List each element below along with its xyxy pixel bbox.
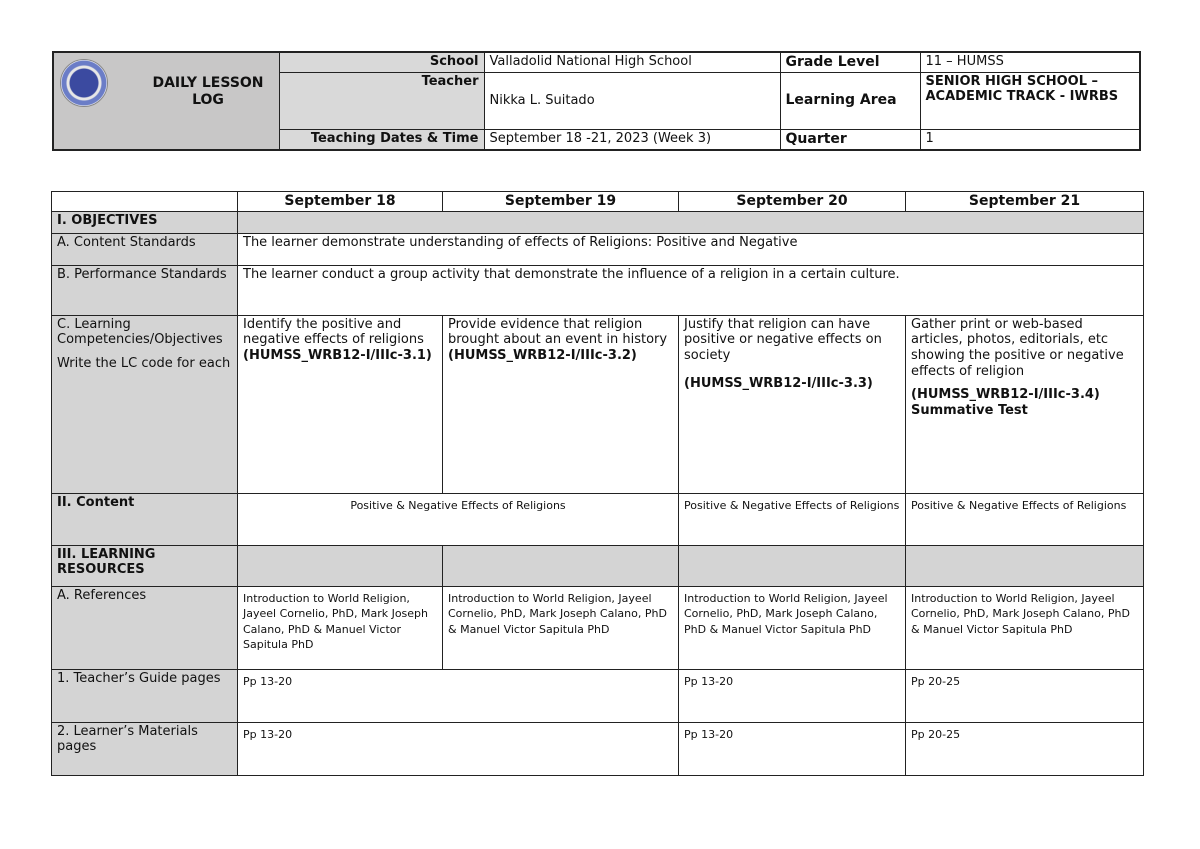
table-row: [52, 493, 1144, 545]
learners-materials-cell: Pp 13-20: [679, 722, 906, 775]
competencies-label-cell: [52, 315, 238, 493]
page-title: DAILY LESSON LOG: [152, 75, 264, 108]
competency-cell: [906, 315, 1144, 493]
column-header: September 19: [443, 192, 679, 212]
content-merged-cell: Positive & Negative Effects of Religions: [238, 493, 679, 545]
competency-code: (HUMSS_WRB12-I/IIIc-3.3): [684, 375, 873, 391]
performance-standards-label: B. Performance Standards: [52, 265, 238, 315]
content-cell: Positive & Negative Effects of Religions: [906, 493, 1144, 545]
competency-cell: [238, 315, 443, 493]
competencies-label: C. Learning Competencies/Objectives: [57, 316, 223, 348]
table-row: [52, 545, 1144, 586]
table-row: [52, 586, 1144, 669]
table-row: [52, 315, 1144, 493]
learning-area-value: SENIOR HIGH SCHOOL – ACADEMIC TRACK - IWRBS: [920, 72, 1140, 129]
reference-cell: Introduction to World Religion, Jayeel Cornelio, PhD, Mark Joseph Calano, PhD & Manuel Victor Sapitula PhD: [679, 586, 906, 669]
resources-fill: [238, 545, 443, 586]
competency-code: (HUMSS_WRB12-I/IIIc-3.2): [448, 347, 637, 363]
competency-text: Identify the positive and negative effects of religions: [243, 316, 424, 348]
competency-cell: [443, 315, 679, 493]
quarter-label: Quarter: [780, 129, 920, 149]
lc-code-note: Write the LC code for each: [57, 355, 231, 371]
content-standards-label: A. Content Standards: [52, 233, 238, 265]
table-row: [52, 669, 1144, 722]
teachers-guide-label: 1. Teacher’s Guide pages: [52, 669, 238, 722]
learners-materials-cell: Pp 20-25: [906, 722, 1144, 775]
grade-level-value: 11 – HUMSS: [920, 52, 1140, 72]
table-row: [52, 233, 1144, 265]
lesson-table: [51, 191, 1144, 776]
reference-cell: Introduction to World Religion, Jayeel Cornelio, PhD, Mark Joseph Calano, PhD & Manuel Victor Sapitula PhD: [443, 586, 679, 669]
learners-materials-label: 2. Learner’s Materials pages: [52, 722, 238, 775]
table-row: [52, 211, 1144, 233]
table-row: [52, 722, 1144, 775]
learning-area-label: Learning Area: [780, 72, 920, 129]
competency-text: Provide evidence that religion brought about an event in history: [448, 316, 668, 348]
quarter-value: 1: [920, 129, 1140, 149]
teachers-guide-merged: Pp 13-20: [238, 669, 679, 722]
column-header: September 18: [238, 192, 443, 212]
competency-code: (HUMSS_WRB12-I/IIIc-3.1): [243, 347, 432, 363]
summative-test-label: Summative Test: [911, 402, 1028, 418]
resources-fill: [443, 545, 679, 586]
learners-materials-merged: Pp 13-20: [238, 722, 679, 775]
deped-seal-icon: [60, 59, 108, 107]
teachers-guide-cell: Pp 13-20: [679, 669, 906, 722]
teaching-dates-label: Teaching Dates & Time: [279, 129, 484, 149]
table-header-row: [52, 192, 1144, 212]
content-section-label: II. Content: [52, 493, 238, 545]
references-label: A. References: [52, 586, 238, 669]
competency-text: Justify that religion can have positive or negative effects on society: [684, 316, 882, 363]
objectives-section-label: I. OBJECTIVES: [52, 211, 238, 233]
reference-cell: Introduction to World Religion, Jayeel Cornelio, PhD, Mark Joseph Calano, PhD & Manuel Victor Sapitula PhD: [906, 586, 1144, 669]
school-label: School: [279, 52, 484, 72]
competency-text: Gather print or web-based articles, photos, editorials, etc showing the positive or negative effects of religion: [911, 316, 1124, 379]
learning-resources-label: III. LEARNING RESOURCES: [52, 545, 238, 586]
objectives-section-fill: [238, 211, 1144, 233]
logo-cell: [53, 52, 279, 150]
resources-fill: [679, 545, 906, 586]
teaching-dates-value: September 18 -21, 2023 (Week 3): [484, 129, 780, 149]
grade-level-label: Grade Level: [780, 52, 920, 72]
competency-cell: [679, 315, 906, 493]
school-value: Valladolid National High School: [484, 52, 780, 72]
table-row: [52, 265, 1144, 315]
header-table: [52, 51, 1141, 151]
performance-standards-text: The learner conduct a group activity that demonstrate the influence of a religion in a certain culture.: [238, 265, 1144, 315]
column-header: September 20: [679, 192, 906, 212]
blank-header-cell: [52, 192, 238, 212]
teachers-guide-cell: Pp 20-25: [906, 669, 1144, 722]
content-standards-text: The learner demonstrate understanding of effects of Religions: Positive and Negative: [238, 233, 1144, 265]
teacher-value: Nikka L. Suitado: [484, 72, 780, 129]
resources-fill: [906, 545, 1144, 586]
content-cell: Positive & Negative Effects of Religions: [679, 493, 906, 545]
competency-code: (HUMSS_WRB12-I/IIIc-3.4): [911, 387, 1100, 403]
teacher-label: Teacher: [279, 72, 484, 129]
column-header: September 21: [906, 192, 1144, 212]
reference-cell: Introduction to World Religion, Jayeel Cornelio, PhD, Mark Joseph Calano, PhD & Manuel Victor Sapitula PhD: [238, 586, 443, 669]
